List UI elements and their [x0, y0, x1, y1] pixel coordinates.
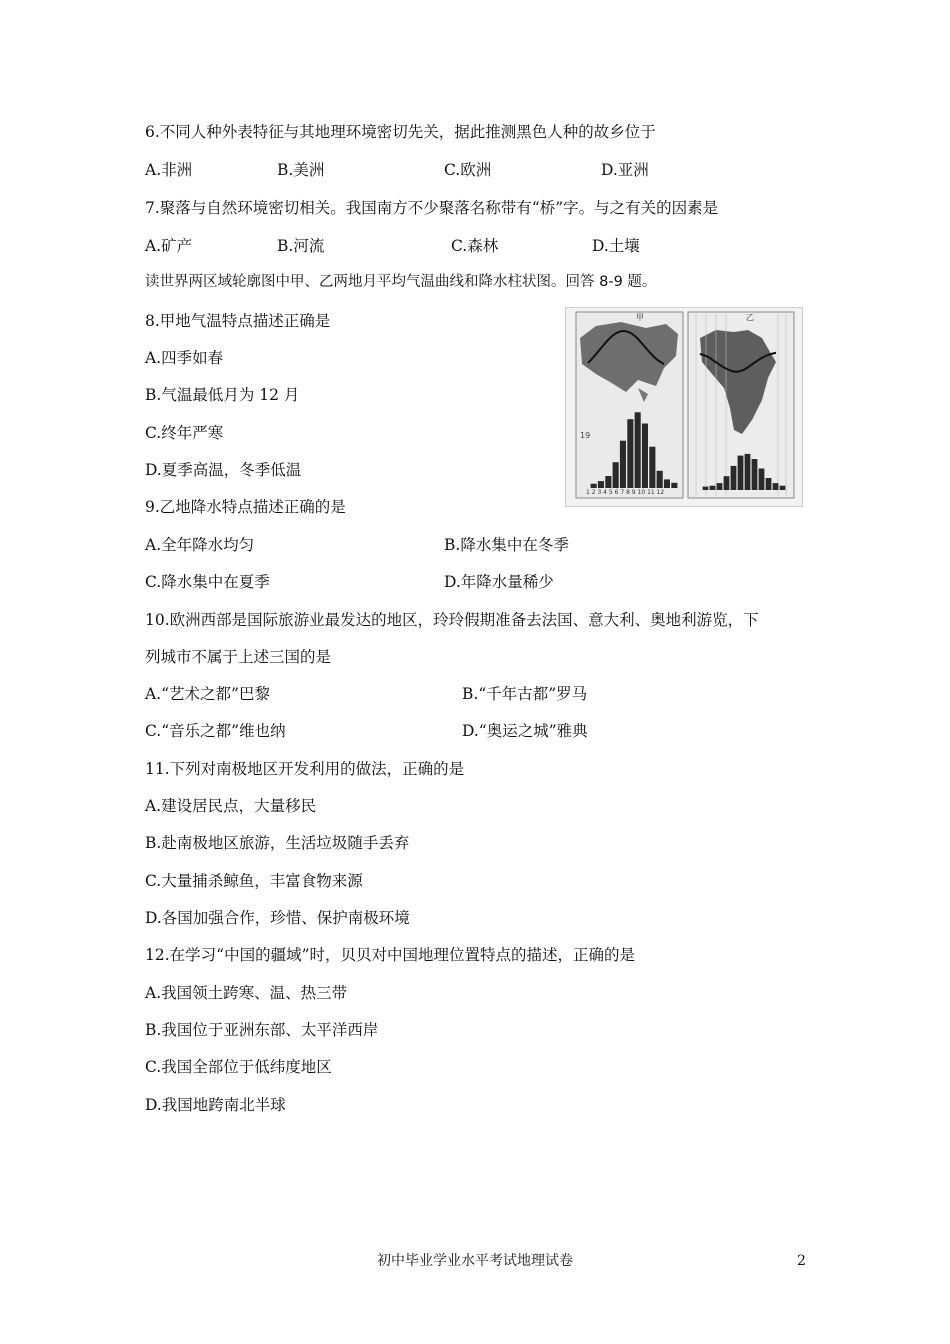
right-precip-bar-1 — [703, 487, 709, 490]
right-precip-bar-6 — [738, 456, 744, 490]
q8-option-a: A.四季如春 — [145, 349, 224, 367]
q10-stem-line2: 列城市不属于上述三国的是 — [145, 648, 332, 666]
right-precip-bar-4 — [724, 476, 730, 490]
left-panel-label: 甲 — [636, 313, 644, 322]
right-precip-bar-12 — [780, 486, 786, 490]
left-precip-bar-12 — [671, 483, 677, 488]
q9-option-b: B.降水集中在冬季 — [444, 536, 569, 554]
right-precip-bar-2 — [710, 486, 716, 490]
right-precip-bar-5 — [731, 466, 737, 490]
q10-option-c: C.“音乐之都”维也纳 — [145, 722, 286, 740]
left-precip-bar-10 — [657, 471, 663, 488]
left-precip-bar-4 — [613, 462, 619, 488]
q11-option-d: D.各国加强合作，珍惜、保护南极环境 — [145, 909, 410, 927]
left-precip-bar-5 — [620, 441, 626, 488]
q6-option-b: B.美洲 — [277, 161, 325, 179]
q11-stem: 11.下列对南极地区开发利用的做法，正确的是 — [145, 760, 465, 778]
q6-option-d: D.亚洲 — [601, 161, 649, 179]
left-month-ticks: 1 2 3 4 5 6 7 8 9 10 11 12 — [586, 489, 665, 496]
right-precip-bar-10 — [766, 478, 772, 490]
q8-9-intro: 读世界两区域轮廓图中甲、乙两地月平均气温曲线和降水柱状图。回答 8-9 题。 — [145, 274, 657, 290]
right-precip-bar-9 — [759, 469, 765, 491]
left-axis-label: 19 — [580, 431, 591, 440]
q6-stem: 6.不同人种外表特征与其地理环境密切先关，据此推测黑色人种的故乡位于 — [145, 123, 656, 141]
q12-option-d: D.我国地跨南北半球 — [145, 1096, 286, 1114]
left-precip-bar-8 — [642, 424, 648, 489]
right-precip-bar-8 — [752, 459, 758, 490]
q10-option-b: B.“千年古都”罗马 — [462, 685, 588, 703]
q9-option-d: D.年降水量稀少 — [444, 573, 554, 591]
q6-option-a: A.非洲 — [145, 161, 193, 179]
climate-figure — [565, 307, 803, 507]
footer-title: 初中毕业学业水平考试地理试卷 — [377, 1253, 573, 1269]
q7-option-a: A.矿产 — [145, 237, 193, 255]
q6-option-c: C.欧洲 — [444, 161, 492, 179]
q12-option-a: A.我国领土跨寒、温、热三带 — [145, 984, 348, 1002]
q10-option-a: A.“艺术之都”巴黎 — [145, 685, 270, 703]
q11-option-a: A.建设居民点，大量移民 — [145, 797, 317, 815]
left-precip-bar-2 — [598, 481, 604, 488]
left-precip-bar-1 — [591, 484, 597, 488]
right-precip-bar-7 — [745, 454, 751, 490]
right-panel-label: 乙 — [746, 313, 754, 322]
q9-stem: 9.乙地降水特点描述正确的是 — [145, 498, 346, 516]
page-number: 2 — [797, 1253, 806, 1269]
q12-stem: 12.在学习“中国的疆域”时，贝贝对中国地理位置特点的描述，正确的是 — [145, 946, 636, 964]
q9-option-c: C.降水集中在夏季 — [145, 573, 270, 591]
q8-option-c: C.终年严寒 — [145, 424, 224, 442]
q8-option-d: D.夏季高温，冬季低温 — [145, 461, 302, 479]
q10-stem-line1: 10.欧洲西部是国际旅游业最发达的地区，玲玲假期准备去法国、意大利、奥地利游览，下 — [145, 611, 759, 629]
right-precip-bar-3 — [717, 483, 723, 490]
left-precip-bar-3 — [605, 476, 611, 488]
q7-option-c: C.森林 — [451, 237, 499, 255]
left-precip-bar-7 — [635, 412, 641, 488]
q10-option-d: D.“奥运之城”雅典 — [462, 722, 588, 740]
q8-stem: 8.甲地气温特点描述正确是 — [145, 312, 331, 330]
q9-option-a: A.全年降水均匀 — [145, 536, 255, 554]
q7-option-b: B.河流 — [277, 237, 325, 255]
q7-stem: 7.聚落与自然环境密切相关。我国南方不少聚落名称带有“桥”字。与之有关的因素是 — [145, 199, 719, 217]
q7-option-d: D.土壤 — [592, 237, 640, 255]
right-precip-bar-11 — [773, 483, 779, 490]
q8-option-b: B.气温最低月为 12 月 — [145, 386, 300, 404]
q11-option-b: B.赴南极地区旅游，生活垃圾随手丢弃 — [145, 834, 410, 852]
q12-option-c: C.我国全部位于低纬度地区 — [145, 1058, 332, 1076]
q11-option-c: C.大量捕杀鲸鱼，丰富食物来源 — [145, 872, 363, 890]
left-precip-bar-11 — [664, 479, 670, 488]
q12-option-b: B.我国位于亚洲东部、太平洋西岸 — [145, 1021, 379, 1039]
left-precip-bar-6 — [627, 419, 633, 488]
climate-figure-svg — [566, 308, 802, 506]
left-precip-bar-9 — [649, 447, 655, 488]
